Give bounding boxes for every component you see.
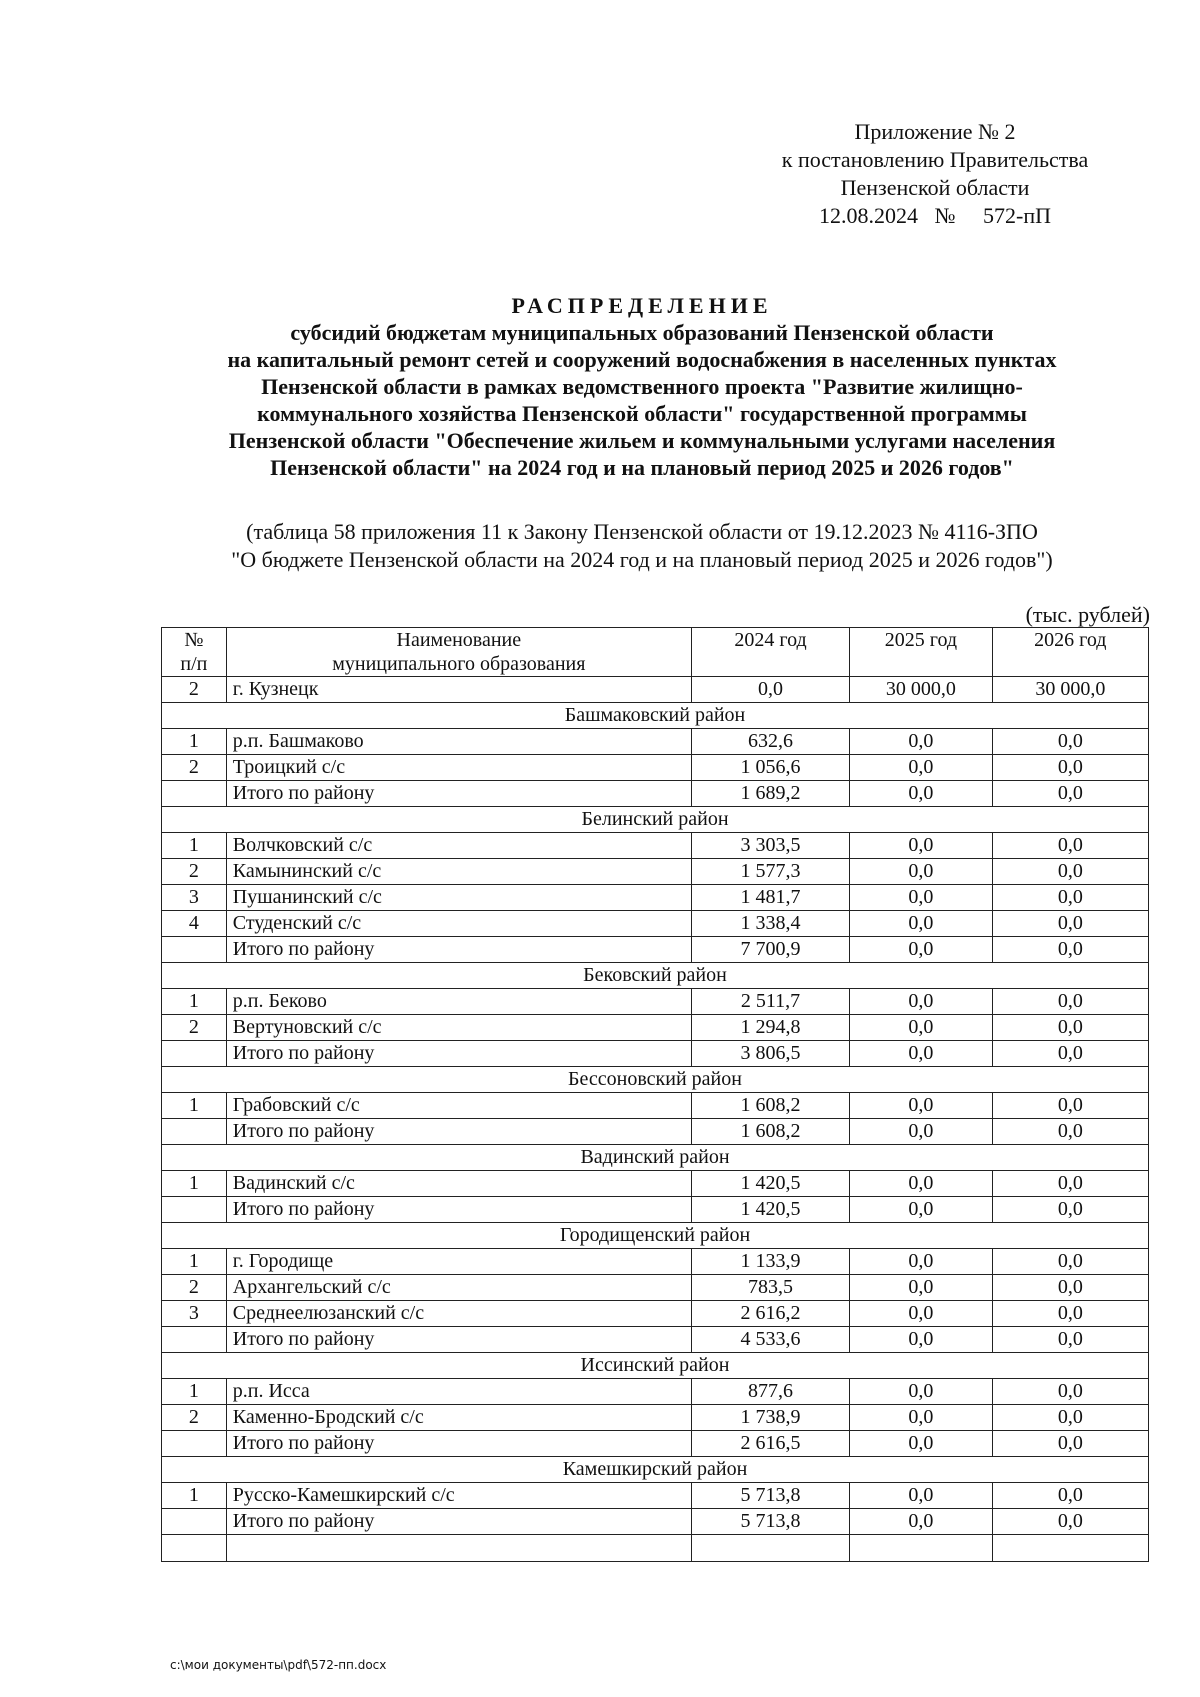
units-label: (тыс. рублей) [1025,602,1150,627]
cell-name: р.п. Исса [226,1379,691,1405]
header-name-line1: Наименование [396,629,522,651]
cell-2026: 0,0 [992,1431,1148,1457]
cell-2026: 0,0 [992,937,1148,963]
cell-2024: 0,0 [691,677,849,703]
subtotal-row [162,937,1149,963]
cell-2025: 0,0 [850,729,992,755]
cell-number [162,1041,227,1067]
cell-2024: 632,6 [691,729,849,755]
cell-name: Итого по району [226,1509,691,1535]
cell-name: г. Кузнецк [226,677,691,703]
cell-2025: 0,0 [850,1405,992,1431]
cell-2026: 30 000,0 [992,677,1148,703]
cell-number: 2 [162,1015,227,1041]
table-row [162,677,1149,703]
subtotal-row [162,1041,1149,1067]
district-name: Городищенский район [162,1223,1149,1249]
cell-name: Итого по району [226,781,691,807]
cell-2024: 1 133,9 [691,1249,849,1275]
district-row [162,1457,1149,1483]
cell-number: 3 [162,885,227,911]
header-number-line1: № [184,629,204,651]
district-name: Вадинский район [162,1145,1149,1171]
cell-number: 1 [162,1249,227,1275]
cell-2024: 783,5 [691,1275,849,1301]
cell-2024: 1 056,6 [691,755,849,781]
cell-2024: 1 294,8 [691,1015,849,1041]
cell-2026: 0,0 [992,1275,1148,1301]
table-row [162,1093,1149,1119]
empty-cell [992,1535,1148,1562]
cell-2024: 1 689,2 [691,781,849,807]
cell-2026: 0,0 [992,885,1148,911]
district-row [162,1145,1149,1171]
header-2026: 2026 год [992,628,1148,677]
table-row [162,1405,1149,1431]
table-row [162,859,1149,885]
cell-name: Вертуновский с/с [226,1015,691,1041]
cell-name: Итого по району [226,937,691,963]
header-2025: 2025 год [850,628,992,677]
cell-number [162,937,227,963]
cell-name: Итого по району [226,1197,691,1223]
cell-number: 1 [162,1483,227,1509]
subtotal-row [162,1197,1149,1223]
district-name: Белинский район [162,807,1149,833]
empty-cell [226,1535,691,1562]
cell-name: Камынинский с/с [226,859,691,885]
title-line: на капитальный ремонт сетей и сооружений водоснабжения в населенных пунктах [227,347,1057,372]
cell-2026: 0,0 [992,1379,1148,1405]
cell-number [162,1327,227,1353]
cell-2026: 0,0 [992,1093,1148,1119]
appendix-line: Пензенской области [840,175,1030,200]
cell-2026: 0,0 [992,781,1148,807]
cell-2025: 0,0 [850,937,992,963]
header-name [226,628,691,677]
table-row [162,1483,1149,1509]
cell-2025: 0,0 [850,1275,992,1301]
empty-cell [691,1535,849,1562]
title-line: коммунального хозяйства Пензенской области" государственной программы [257,401,1027,426]
subtotal-row [162,781,1149,807]
cell-2025: 0,0 [850,911,992,937]
cell-name: г. Городище [226,1249,691,1275]
empty-cell [850,1535,992,1562]
cell-number: 1 [162,1379,227,1405]
cell-2024: 1 738,9 [691,1405,849,1431]
district-name: Камешкирский район [162,1457,1149,1483]
cell-2024: 1 608,2 [691,1119,849,1145]
appendix-date-number [740,202,1130,230]
district-row [162,807,1149,833]
cell-2024: 2 511,7 [691,989,849,1015]
district-row [162,1223,1149,1249]
cell-2025: 0,0 [850,1015,992,1041]
header-number-line2: п/п [180,653,208,675]
cell-2025: 0,0 [850,833,992,859]
source-reference [150,518,1134,574]
table-row [162,1015,1149,1041]
cell-2025: 0,0 [850,1327,992,1353]
cell-2025: 0,0 [850,1119,992,1145]
cell-number: 2 [162,1275,227,1301]
cell-2026: 0,0 [992,1405,1148,1431]
cell-number: 3 [162,1301,227,1327]
cell-2025: 0,0 [850,859,992,885]
cell-number: 4 [162,911,227,937]
cell-2026: 0,0 [992,1015,1148,1041]
table-header-row [162,628,1149,677]
cell-2025: 0,0 [850,1093,992,1119]
cell-2024: 1 420,5 [691,1171,849,1197]
cell-number [162,1119,227,1145]
cell-2024: 4 533,6 [691,1327,849,1353]
resolution-number: 572-пП [983,203,1051,228]
table-row [162,911,1149,937]
table-row [162,1379,1149,1405]
subtotal-row [162,1119,1149,1145]
cell-2024: 1 481,7 [691,885,849,911]
cell-name: Вадинский с/с [226,1171,691,1197]
cell-2024: 1 338,4 [691,911,849,937]
number-sign: № [934,203,956,228]
cell-number: 2 [162,755,227,781]
cell-2025: 0,0 [850,1483,992,1509]
cell-2025: 0,0 [850,1197,992,1223]
title-line: Пензенской области" на 2024 год и на плановый период 2025 и 2026 годов" [270,455,1014,480]
cell-2025: 0,0 [850,885,992,911]
cell-name: Итого по району [226,1041,691,1067]
cell-number: 1 [162,1093,227,1119]
cell-2026: 0,0 [992,1197,1148,1223]
cell-2024: 1 420,5 [691,1197,849,1223]
cell-name: р.п. Беково [226,989,691,1015]
district-row [162,1353,1149,1379]
cell-name: Итого по району [226,1119,691,1145]
cell-2025: 30 000,0 [850,677,992,703]
source-line: (таблица 58 приложения 11 к Закону Пензенской области от 19.12.2023 № 4116-ЗПО [246,519,1038,544]
cell-number: 1 [162,833,227,859]
cell-number [162,781,227,807]
cell-2024: 2 616,5 [691,1431,849,1457]
cell-2026: 0,0 [992,1301,1148,1327]
cell-number: 2 [162,859,227,885]
table-row [162,1171,1149,1197]
cell-2024: 5 713,8 [691,1509,849,1535]
title-line: Пензенской области в рамках ведомственного проекта "Развитие жилищно- [261,374,1023,399]
cell-2026: 0,0 [992,1171,1148,1197]
cell-2026: 0,0 [992,1483,1148,1509]
cell-2025: 0,0 [850,781,992,807]
cell-2025: 0,0 [850,1431,992,1457]
cell-2024: 2 616,2 [691,1301,849,1327]
title-main: РАСПРЕДЕЛЕНИЕ [511,293,773,318]
subtotal-row [162,1431,1149,1457]
cell-2026: 0,0 [992,1119,1148,1145]
district-name: Бековский район [162,963,1149,989]
title-line: Пензенской области "Обеспечение жильем и коммунальными услугами населения [228,428,1056,453]
appendix-line: к постановлению Правительства [781,147,1089,172]
cell-number: 1 [162,729,227,755]
cell-2024: 3 806,5 [691,1041,849,1067]
cell-2026: 0,0 [992,859,1148,885]
title-line: субсидий бюджетам муниципальных образований Пензенской области [290,320,994,345]
district-row [162,963,1149,989]
cell-2024: 5 713,8 [691,1483,849,1509]
header-number [162,628,227,677]
file-path-footer: c:\мои документы\pdf\572-пп.docx [170,1658,387,1672]
cell-name: Студенский с/с [226,911,691,937]
cell-2026: 0,0 [992,1327,1148,1353]
cell-2024: 1 577,3 [691,859,849,885]
empty-row [162,1535,1149,1562]
cell-2025: 0,0 [850,1249,992,1275]
distribution-table [161,627,1149,1562]
district-name: Башмаковский район [162,703,1149,729]
district-name: Бессоновский район [162,1067,1149,1093]
cell-2025: 0,0 [850,1301,992,1327]
district-name: Иссинский район [162,1353,1149,1379]
resolution-date: 12.08.2024 [819,203,918,228]
table-row [162,729,1149,755]
cell-number [162,1197,227,1223]
cell-number: 2 [162,1405,227,1431]
header-2024: 2024 год [691,628,849,677]
table-row [162,1301,1149,1327]
cell-name: Итого по району [226,1327,691,1353]
cell-name: Троицкий с/с [226,755,691,781]
table-row [162,1275,1149,1301]
cell-2026: 0,0 [992,833,1148,859]
cell-2026: 0,0 [992,1041,1148,1067]
appendix-line: Приложение № 2 [854,119,1016,144]
cell-name: Русско-Камешкирский с/с [226,1483,691,1509]
cell-2026: 0,0 [992,755,1148,781]
appendix-header [740,118,1130,230]
cell-number: 2 [162,677,227,703]
empty-cell [162,1535,227,1562]
table-row [162,1249,1149,1275]
table-row [162,833,1149,859]
cell-2026: 0,0 [992,1249,1148,1275]
subtotal-row [162,1327,1149,1353]
cell-number: 1 [162,1171,227,1197]
cell-2025: 0,0 [850,1379,992,1405]
table-body [162,677,1149,1562]
cell-2026: 0,0 [992,989,1148,1015]
cell-name: Волчковский с/с [226,833,691,859]
cell-number [162,1509,227,1535]
district-row [162,703,1149,729]
document-title [150,292,1134,481]
source-line: "О бюджете Пензенской области на 2024 год и на плановый период 2025 и 2026 годов") [231,547,1053,572]
cell-2025: 0,0 [850,1171,992,1197]
cell-name: Среднеелюзанский с/с [226,1301,691,1327]
cell-2025: 0,0 [850,755,992,781]
cell-2025: 0,0 [850,1509,992,1535]
header-name-line2: муниципального образования [332,653,586,675]
table-row [162,989,1149,1015]
cell-name: Архангельский с/с [226,1275,691,1301]
table-row [162,885,1149,911]
cell-2024: 3 303,5 [691,833,849,859]
cell-name: р.п. Башмаково [226,729,691,755]
cell-name: Каменно-Бродский с/с [226,1405,691,1431]
cell-2026: 0,0 [992,911,1148,937]
cell-2025: 0,0 [850,1041,992,1067]
cell-2025: 0,0 [850,989,992,1015]
cell-2024: 1 608,2 [691,1093,849,1119]
cell-2024: 7 700,9 [691,937,849,963]
cell-2026: 0,0 [992,1509,1148,1535]
cell-name: Пушанинский с/с [226,885,691,911]
cell-name: Грабовский с/с [226,1093,691,1119]
cell-number [162,1431,227,1457]
cell-number: 1 [162,989,227,1015]
subtotal-row [162,1509,1149,1535]
cell-2024: 877,6 [691,1379,849,1405]
cell-name: Итого по району [226,1431,691,1457]
cell-2026: 0,0 [992,729,1148,755]
district-row [162,1067,1149,1093]
table-row [162,755,1149,781]
